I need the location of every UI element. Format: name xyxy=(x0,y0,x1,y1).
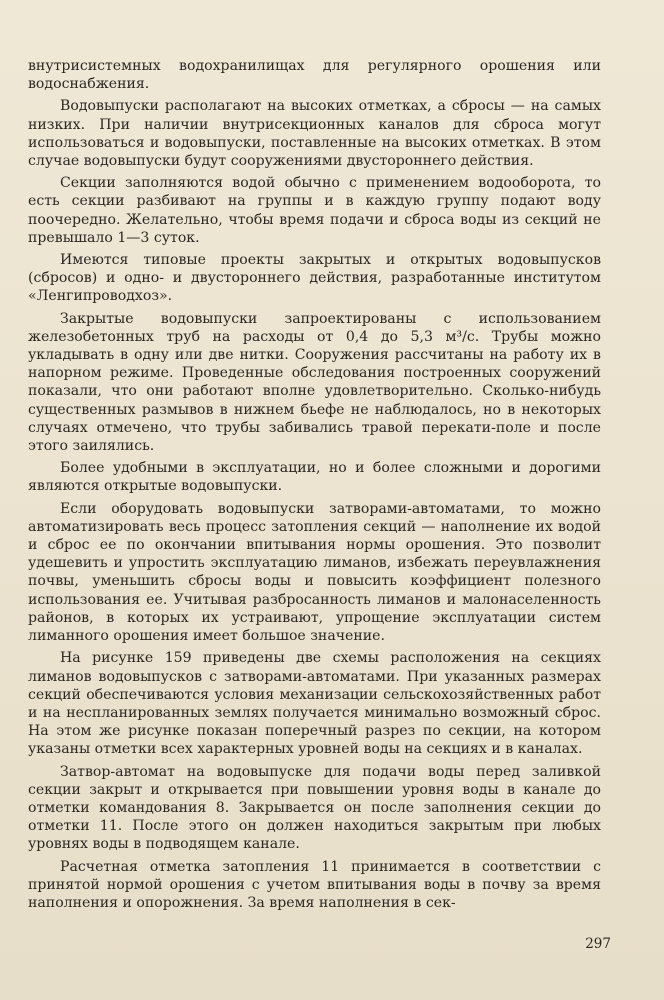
paragraph-9: Затвор-автомат на водовыпуске для подачи воды перед заливкой секции закрыт и открывается при повышении уровня воды в канале до отметки командования 8. Закрывается он после заполнения секции до отметки 11. После этого он должен находиться закрытым при любых уровнях воды в подводящем канале. xyxy=(28,763,601,853)
paragraph-5: Закрытые водовыпуски запроектированы с использованием железобетонных труб на расходы от 0,4 до 5,3 м³/с. Трубы можно укладывать в одну или две нитки. Сооружения рассчитаны на работу их в напорном режиме. Проведенные обследования построенных сооружений показали, что они работают вполне удовлетворительно. Сколько-нибудь существенных размывов в нижнем бьефе не наблюдалось, но в некоторых случаях отмечено, что трубы забивались травой перекати-поле и после этого заилялись. xyxy=(28,310,601,455)
page-number: 297 xyxy=(585,936,611,952)
paragraph-8: На рисунке 159 приведены две схемы расположения на секциях лиманов водовыпусков с затворами-автоматами. При указанных размерах секций обеспечиваются условия механизации сельскохозяйственных работ и на неспланированных землях получается минимально возможный сброс. На этом же рисунке показан поперечный разрез по секции, на котором указаны отметки всех характерных уровней воды на секциях и в каналах. xyxy=(28,650,601,758)
paragraph-3: Секции заполняются водой обычно с применением водооборота, то есть секции разбивают на группы и в каждую группу подают воду поочередно. Желательно, чтобы время подачи и сброса воды из секций не превышало 1—3 суток. xyxy=(28,175,601,246)
paragraph-7: Если оборудовать водовыпуски затворами-автоматами, то можно автоматизировать весь процесс затопления секций — наполнение их водой и сброс ее по окончании впитывания нормы орошения. Это позволит удешевить и упростить эксплуатацию лиманов, избежать переувлажнения почвы, уменьшить сбросы воды и повысить коэффициент полезного использования ее. Учитывая разбросанность лиманов и малонаселенность районов, в которых их устраивают, упрощение эксплуатации систем лиманного орошения имеет большое значение. xyxy=(28,500,601,645)
paragraph-1: внутрисистемных водохранилищах для регулярного орошения или водоснабжения. xyxy=(28,58,601,93)
paragraph-10: Расчетная отметка затопления 11 принимается в соответствии с принятой нормой орошения с учетом впитывания воды в почву за время наполнения и опорожнения. За время наполнения в сек- xyxy=(28,858,601,911)
paragraph-6: Более удобными в эксплуатации, но и более сложными и дорогими являются открытые водовыпуски. xyxy=(28,460,601,495)
body-text xyxy=(28,57,601,912)
paragraph-4: Имеются типовые проекты закрытых и открытых водовыпусков (сбросов) и одно- и двустороннего действия, разработанные институтом «Ленгипроводхоз». xyxy=(28,252,601,305)
paragraph-2: Водовыпуски располагают на высоких отметках, а сбросы — на самых низких. При наличии внутрисекционных каналов для сброса могут использоваться и водовыпуски, поставленные на высоких отметках. В этом случае водовыпуски будут сооружениями двустороннего действия. xyxy=(28,98,601,170)
